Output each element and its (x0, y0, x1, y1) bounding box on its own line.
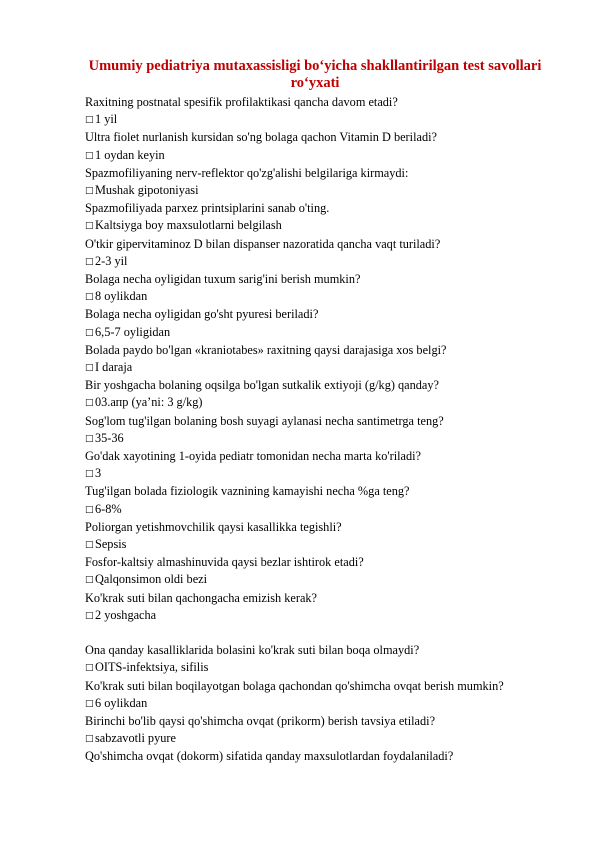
answer-line (85, 217, 545, 235)
list-item (85, 413, 545, 448)
question-text: Bir yoshgacha bolaning oqsilga bo'lgan sutkalik extiyoji (g/kg) qanday? (85, 378, 439, 393)
answer-line (85, 695, 545, 713)
list-item (85, 342, 545, 377)
answer-line (85, 430, 545, 448)
list-item (85, 554, 545, 589)
answer-line (85, 730, 545, 748)
question-text: Spazmofiliyaning nerv-reflektor qo'zg'alishi belgilariga kirmaydi: (85, 165, 409, 180)
list-item (85, 200, 545, 235)
list-item (85, 165, 545, 200)
answer-text: 2-3 yil (95, 253, 128, 268)
list-item (85, 271, 545, 306)
checkbox-marker-icon: □ (85, 256, 94, 267)
checkbox-marker-icon: □ (85, 469, 94, 480)
answer-text: 1 yil (95, 112, 118, 127)
answer-text: 8 oylikdan (95, 289, 148, 304)
document-page (85, 58, 545, 766)
answer-line (85, 465, 545, 483)
answer-line (85, 147, 545, 165)
answer-text: sabzavotli pyure (95, 731, 176, 746)
checkbox-marker-icon: □ (85, 398, 94, 409)
list-item (85, 129, 545, 164)
question-text: Bolaga necha oyligidan go'sht pyuresi beriladi? (85, 307, 319, 322)
answer-text: Sepsis (95, 537, 127, 552)
answer-line (85, 359, 545, 377)
answer-text: Mushak gipotoniyasi (95, 183, 199, 198)
question-text: Ultra fiolet nurlanish kursidan so'ng bolaga qachon Vitamin D beriladi? (85, 130, 437, 145)
answer-line (85, 253, 545, 271)
list-item (85, 448, 545, 483)
answer-line (85, 607, 545, 625)
answer-line (85, 501, 545, 519)
list-item (85, 748, 545, 765)
answer-line (85, 111, 545, 129)
question-text: Fosfor-kaltsiy almashinuvida qaysi bezlar ishtirok etadi? (85, 555, 364, 570)
paragraph-gap (85, 625, 545, 642)
answer-line (85, 288, 545, 306)
checkbox-marker-icon: □ (85, 186, 94, 197)
list-item (85, 642, 545, 677)
list-item (85, 483, 545, 518)
question-text: Raxitning postnatal spesifik profilaktikasi qancha davom etadi? (85, 95, 398, 109)
qa-list (85, 94, 545, 766)
list-item (85, 519, 545, 554)
answer-text: 6-8% (95, 501, 122, 516)
answer-text: Qalqonsimon oldi bezi (95, 572, 208, 587)
checkbox-marker-icon: □ (85, 292, 94, 303)
question-text: Ko'krak suti bilan qachongacha emizish kerak? (85, 590, 318, 605)
checkbox-marker-icon: □ (85, 327, 94, 338)
checkbox-marker-icon: □ (85, 698, 94, 709)
list-item (85, 306, 545, 341)
answer-text: OITS-infektsiya, sifilis (95, 660, 209, 675)
checkbox-marker-icon: □ (85, 363, 94, 374)
answer-text: 6 oylikdan (95, 695, 148, 710)
question-text: Qo'shimcha ovqat (dokorm) sifatida qanday maxsulotlardan foydalaniladi? (85, 749, 454, 764)
answer-line (85, 571, 545, 589)
answer-text: 1 oydan keyin (95, 147, 165, 162)
question-text: Go'dak xayotining 1-oyida pediatr tomonidan necha marta ko'riladi? (85, 449, 422, 464)
answer-text: 3 (95, 466, 102, 481)
question-text: Bolaga necha oyligidan tuxum sarig'ini berish mumkin? (85, 272, 361, 287)
answer-line (85, 324, 545, 342)
answer-line (85, 182, 545, 200)
list-item (85, 94, 545, 129)
question-text: Tug'ilgan bolada fiziologik vaznining kamayishi necha %ga teng? (85, 484, 410, 499)
list-item (85, 713, 545, 748)
answer-text: 6,5-7 oyligidan (95, 324, 171, 339)
question-text: Poliorgan yetishmovchilik qaysi kasallikka tegishli? (85, 519, 342, 534)
list-item (85, 236, 545, 271)
checkbox-marker-icon: □ (85, 540, 94, 551)
checkbox-marker-icon: □ (85, 115, 94, 126)
question-text: Bolada paydo bo'lgan «kraniotabes» raxitning qaysi darajasiga xos belgi? (85, 342, 447, 357)
checkbox-marker-icon: □ (85, 433, 94, 444)
list-item (85, 678, 545, 713)
checkbox-marker-icon: □ (85, 504, 94, 515)
question-text: Ko'krak suti bilan boqilayotgan bolaga qachondan qo'shimcha ovqat berish mumkin? (85, 678, 504, 693)
document-title: Umumiy pediatriya mutaxassisligi bo‘yicha shakllantirilgan test savollari ro‘yxati (88, 58, 542, 91)
checkbox-marker-icon: □ (85, 663, 94, 674)
answer-line (85, 536, 545, 554)
answer-text: I daraja (95, 360, 133, 375)
list-item (85, 590, 545, 625)
checkbox-marker-icon: □ (85, 150, 94, 161)
checkbox-marker-icon: □ (85, 575, 94, 586)
question-text: O'tkir gipervitaminoz D bilan dispanser nazoratida qancha vaqt turiladi? (85, 236, 441, 251)
answer-line (85, 394, 545, 412)
question-text: Birinchi bo'lib qaysi qo'shimcha ovqat (prikorm) berish tavsiya etiladi? (85, 713, 436, 728)
checkbox-marker-icon: □ (85, 610, 94, 621)
answer-text: Kaltsiyga boy maxsulotlarni belgilash (95, 218, 282, 233)
checkbox-marker-icon: □ (85, 734, 94, 745)
answer-line (85, 659, 545, 677)
question-text: Ona qanday kasalliklarida bolasini ko'krak suti bilan boqa olmaydi? (85, 643, 420, 658)
checkbox-marker-icon: □ (85, 221, 94, 232)
list-item (85, 377, 545, 412)
answer-text: 35-36 (95, 430, 124, 445)
answer-text: 03.апр (ya’ni: 3 g/kg) (95, 395, 203, 410)
answer-text: 2 yoshgacha (95, 607, 157, 622)
question-text: Spazmofiliyada parxez printsiplarini sanab o'ting. (85, 201, 330, 216)
question-text: Sog'lom tug'ilgan bolaning bosh suyagi aylanasi necha santimetrga teng? (85, 413, 444, 428)
